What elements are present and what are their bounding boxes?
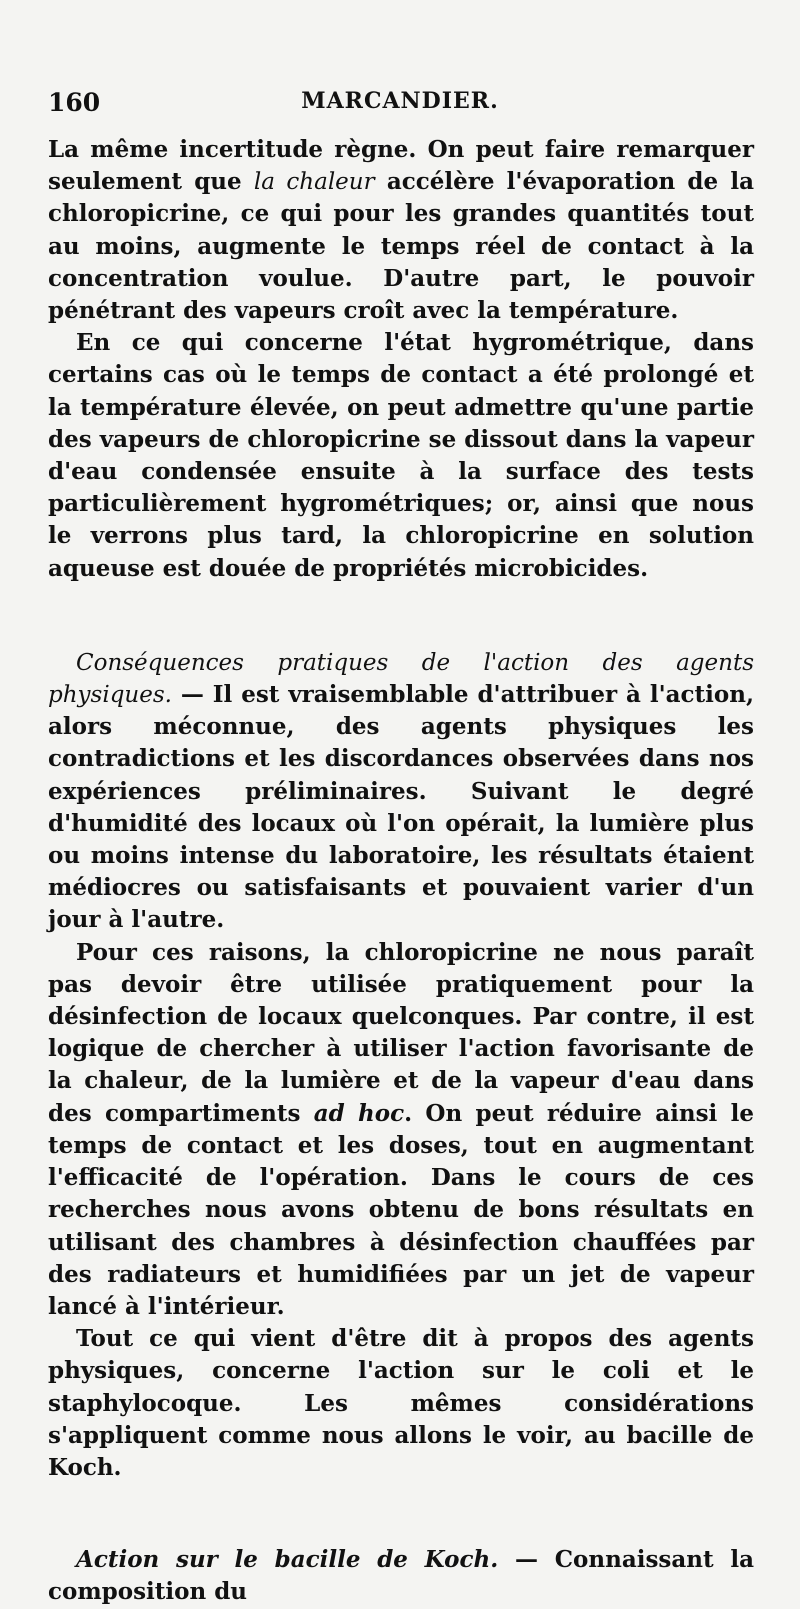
italic-term: la chaleur bbox=[253, 169, 375, 196]
text-run: . On peut réduire ainsi le temps de contact et les doses, tout en augmentant l'efficacité de l'opération. Dans le cours de ces recherches nous avons obtenu de bons résultats en utilisant des chambres à désinfection chauffées par des radiateurs et humidifiées par un jet de vapeur lancé à l'intérieur. bbox=[48, 1099, 754, 1320]
text-run: accélère l'évaporation de la chloropicrine, ce qui pour les grandes quantités tout au moins, augmente le temps réel de contact à la concentration voulue. D'autre part, le pouvoir pénétrant des vapeurs croît avec la température. bbox=[48, 168, 754, 325]
running-head: MARCANDIER. bbox=[301, 88, 499, 114]
paragraph: Tout ce qui vient d'être dit à propos des agents physiques, concerne l'action sur le coli et le staphylocoque. Les mêmes considérations s'appliquent comme nous allons le voir, au bacille de Koch. bbox=[48, 1325, 754, 1481]
paragraph bbox=[48, 937, 754, 1323]
page-header bbox=[48, 88, 752, 124]
text-run: Pour ces raisons, la chloropicrine ne nous paraît pas devoir être utilisée pratiquement pour la désinfection de locaux quelconques. Par contre, il est logique de chercher à utiliser l'action favorisante de la chaleur, de la lumière et de la vapeur d'eau dans des compartiments bbox=[48, 938, 754, 1127]
text-run: — Il est vraisemblable d'attribuer à l'action, alors méconnue, des agents physiques les contradictions et les discordances observées dans nos expériences préliminaires. Suivant le degré d'humidité des locaux où l'on opérait, la lumière plus ou moins intense du laboratoire, les résultats étaient médiocres ou satisfaisants et pouvaient varier d'un jour à l'autre. bbox=[48, 681, 754, 934]
italic-term: ad hoc bbox=[313, 1099, 405, 1127]
section-paragraph bbox=[48, 647, 754, 937]
body-text bbox=[48, 134, 754, 1609]
section-title: Conséquences pratiques de l'action des agents physiques. bbox=[48, 649, 754, 709]
paragraph: En ce qui concerne l'état hygrométrique, dans certains cas où le temps de contact a été prolongé et la température élevée, on peut admettre qu'une partie des vapeurs de chloropicrine se dissout dans la vapeur d'eau condensée ensuite à la surface des tests particulièrement hygrométriques; or, ainsi que nous le verrons plus tard, la chloropicrine en solution aqueuse est douée de propriétés microbicides. bbox=[48, 329, 754, 582]
text-run: La même incertitude règne. On peut faire remarquer seulement que bbox=[48, 136, 754, 196]
paragraph bbox=[48, 134, 754, 327]
section-paragraph bbox=[48, 1544, 754, 1608]
text-run: — Connaissant la composition du bbox=[48, 1546, 754, 1606]
page-number: 160 bbox=[48, 88, 101, 117]
section-title: Action sur le bacille de Koch. bbox=[76, 1546, 499, 1574]
